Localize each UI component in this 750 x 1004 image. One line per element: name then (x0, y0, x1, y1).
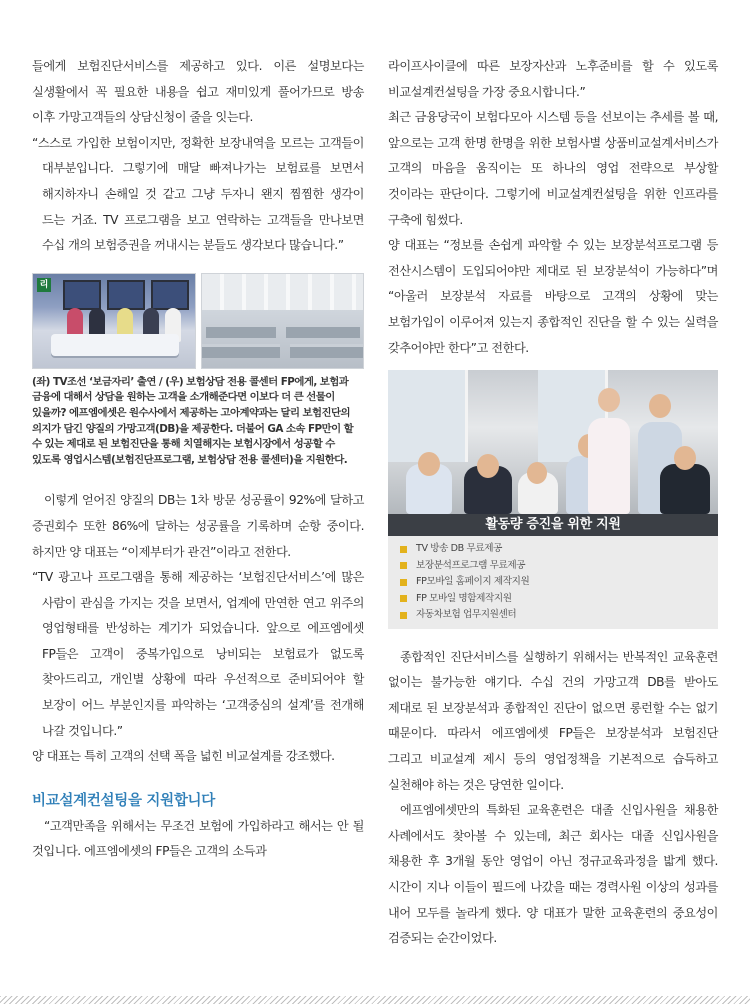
paragraph-4: “고객만족을 위해서는 무조건 보험에 가입하라고 해서는 안 될 것입니다. 에프엠에셋의 FP들은 고객의 소득과 (32, 818, 364, 859)
office-window (388, 370, 468, 462)
quote-paragraph-1: “스스로 가입한 보험이지만, 정확한 보장내역을 모르는 고객들이 대부분입니다. 그렇기에 매달 빠져나가는 보험료를 보면서 해지하자니 손해일 것 같고 그냥 두자니 왠지 찜찜한 생각이 드는 거죠. TV 프로그램을 보고 연락하는 고객들을 만나보면 수십 개의 보험증권을 꺼내시는 분들도 생각보다 많습니다.” (32, 135, 364, 253)
bottom-decorative-band (0, 996, 750, 1004)
left-column (32, 54, 364, 865)
studio-screen (151, 280, 189, 310)
studio-screen (63, 280, 101, 310)
staff-group-photo (388, 370, 718, 514)
paragraph-3: 양 대표는 특히 고객의 선택 폭을 넓힌 비교설계를 강조했다. (32, 749, 335, 764)
right-paragraph-3: 양 대표는 “정보를 손쉽게 파악할 수 있는 보장분석프로그램 등 전산시스템이 도입되어야만 제대로 된 보장분석이 가능하다”며 “아울러 보장분석 자료를 바탕으로 고객의 상황에 맞는 보험가입이 이루어져 있는지 종합적인 진단을 할 수 있는 실력을 갖추어야만 한다”고 전한다. (388, 238, 718, 355)
right-column (388, 54, 718, 952)
tv-channel-logo-icon: 리 (37, 278, 51, 292)
square-bullet-icon (400, 562, 407, 569)
office-desk (206, 324, 276, 338)
support-item-label: 자동차보험 업무지원센터 (416, 609, 517, 621)
right-paragraph-4: 종합적인 진단서비스를 실행하기 위해서는 반복적인 교육훈련 없이는 불가능한 얘기다. 수십 건의 가망고객 DB를 받아도 제대로 된 보장분석과 종합적인 진단이 없으면 롱런할 수는 없기 때문이다. 따라서 에프엠에셋 FP들은 보장분석과 보험진단 그리고 비교설계 제시 등의 영업정책을 기본적으로 습득하고 실천해야 하는 것은 당연한 일이다. (388, 649, 718, 792)
photo-row (32, 273, 364, 369)
staff-head (674, 446, 696, 470)
support-item (400, 591, 718, 608)
call-center-photo (201, 273, 364, 369)
office-desk (202, 344, 280, 358)
studio-screen (107, 280, 145, 310)
right-paragraph-1: 라이프사이클에 따른 보장자산과 노후준비를 할 수 있도록 비교설계컨설팅을 가장 중요시합니다.” (388, 59, 718, 99)
studio-desk (51, 334, 179, 356)
support-list (388, 536, 718, 629)
office-ceiling (202, 274, 363, 310)
square-bullet-icon (400, 595, 407, 602)
square-bullet-icon (400, 612, 407, 619)
right-paragraph-5: 에프엠에셋만의 특화된 교육훈련은 대졸 신입사원을 채용한 사례에서도 찾아볼 수 있는데, 최근 회사는 대졸 신입사원을 채용한 후 3개월 동안 영업이 아닌 정규교육과정을 밟게 했다. 시간이 지나 이들이 필드에 나갔을 때는 경력사원 이상의 성과를 내어 모두를 놀라게 했다. 양 대표가 말한 교육훈련의 중요성이 검증되는 순간이었다. (388, 803, 718, 946)
staff-member (660, 464, 710, 514)
staff-head (477, 454, 499, 478)
support-box (388, 370, 718, 629)
support-item-label: FP모바일 홈페이지 제작지원 (416, 576, 530, 588)
support-item-label: FP 모바일 명함제작지원 (416, 592, 512, 604)
support-item-label: TV 방송 DB 무료제공 (416, 543, 502, 555)
support-title: 활동량 증진을 위한 지원 (388, 514, 718, 536)
tv-program-photo (32, 273, 196, 369)
support-item (400, 574, 718, 591)
right-paragraph-2: 최근 금융당국이 보험다모아 시스템 등을 선보이는 추세를 볼 때, 앞으로는 고객 한명 한명을 위한 보험사별 상품비교설계서비스가 고객의 마음을 움직이는 또 하나의 영업 전략으로 부상할 것이라는 판단이다. 그렇기에 비교설계컨설팅을 위한 인프라를 구축에 힘썼다. (388, 110, 718, 227)
support-item (400, 541, 718, 558)
support-item-label: 보장분석프로그램 무료제공 (416, 559, 526, 571)
staff-member (588, 418, 630, 514)
square-bullet-icon (400, 546, 407, 553)
intro-paragraph: 들에게 보험진단서비스를 제공하고 있다. 이른 설명보다는 실생활에서 꼭 필요한 내용을 쉽고 재미있게 풀어가므로 방송 이후 가망고객들의 상담신청이 줄을 잇는다. (32, 59, 364, 125)
photo-caption: (좌) TV조선 ‘보금자리’ 출연 / (우) 보험상담 전용 콜센터 FP에게, 보험과 금융에 대해서 상담을 원하는 고객을 소개해준다면 이보다 더 큰 선물이 있을까? 에프엠에셋은 원수사에서 제공하는 고아계약과는 달리 보험진단의 의지가 담긴 양질의 가망고객(DB)을 제공한다. 더불어 GA 소속 FP만이 할 수 있는 제대로 된 보험진단을 통해 치열해지는 보험시장에서 성공할 수 있도록 영업시스템(보험진단프로그램, 보험상담 전용 콜센터)을 지원한다. (32, 375, 354, 466)
staff-head (649, 394, 671, 418)
support-item (400, 607, 718, 624)
office-desk (290, 344, 364, 358)
paragraph-2: 이렇게 얻어진 양질의 DB는 1차 방문 성공률이 92%에 달하고 증권회수 또한 86%에 달하는 성공률을 기록하며 순항 중이다. 하지만 양 대표는 “이제부터가 관건”이라고 전한다. (32, 493, 364, 559)
office-desk (286, 324, 360, 338)
section-heading: 비교설계컨설팅을 지원합니다 (32, 792, 215, 809)
support-item (400, 558, 718, 575)
quote-paragraph-2: “TV 광고나 프로그램을 통해 제공하는 ‘보험진단서비스’에 많은 사람이 관심을 가지는 것을 보면서, 업계에 만연한 연고 위주의 영업형태를 반성하는 계기가 되었습니다. 앞으로 에프엠에셋 FP들은 고객이 중복가입으로 낭비되는 보험료가 없도록 찾아드리고, 개인별 상황에 따라 우선적으로 준비되어야 할 보장이 어느 부분인지를 파악하는 ‘고객중심의 설계’를 전개해 나갈 것입니다.” (32, 570, 364, 738)
square-bullet-icon (400, 579, 407, 586)
staff-head (418, 452, 440, 476)
staff-head (598, 388, 620, 412)
staff-head (527, 462, 547, 484)
